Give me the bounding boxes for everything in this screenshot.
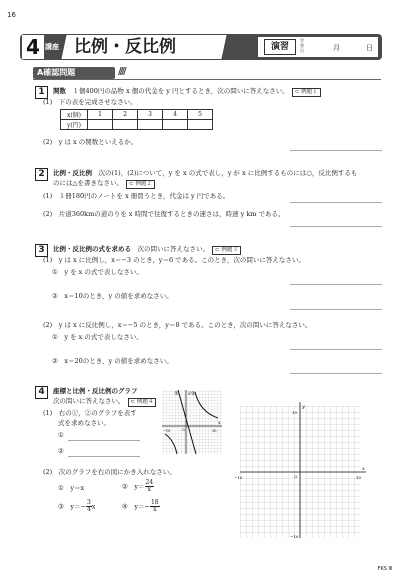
question-3-stem: [53, 245, 241, 255]
question-3-text: 次の問いに答えなさい。: [137, 245, 209, 253]
date-box: [258, 37, 378, 57]
q1-sub2-text: y は x の関数といえるか。: [58, 138, 138, 146]
lesson-title: 比例・反比例: [74, 37, 176, 57]
table-y-cell[interactable]: [88, 120, 113, 130]
lesson-header: [20, 34, 382, 62]
q2-sub2: [43, 210, 285, 219]
q1-sub2-answer-line[interactable]: [290, 150, 382, 151]
large-graph-tick-x-neg: −10: [234, 475, 243, 480]
small-graph-x-label: x: [218, 421, 221, 426]
q3-sub2-a-answer-line[interactable]: [290, 349, 382, 350]
question-1-text: １個400円の品物 x 個の代金を y 円とするとき，次の問いに答えなさい。: [72, 87, 289, 95]
opt2-denominator: x: [147, 486, 152, 493]
question-3-heading: 比例・反比例の式を求める: [53, 245, 131, 253]
q4-option-1: ① y＝x: [58, 484, 85, 492]
question-2-heading: 比例・反比例: [53, 169, 92, 177]
large-graph-tick-y-neg: −10: [290, 534, 299, 539]
q1-value-table: [60, 109, 213, 130]
table-x-1: 1: [88, 110, 113, 120]
question-4-example: ⊂ 例題４: [128, 398, 157, 407]
month-label: 月: [333, 44, 340, 52]
large-graph-origin: O: [294, 474, 298, 479]
small-graph-grid: [162, 390, 222, 454]
q3-sub1-a-answer-line[interactable]: [290, 284, 382, 285]
q4-option-2: [122, 480, 154, 493]
question-2-stem-2: [53, 179, 155, 189]
question-2-stem: [53, 169, 357, 178]
page-number: 16: [7, 11, 16, 19]
lesson-number: 4: [22, 35, 44, 59]
q4-option-4: [122, 500, 160, 513]
question-4-text: 次の問いに答えなさい。: [53, 397, 125, 405]
question-3-number: 3: [35, 244, 48, 257]
large-graph-tick-y-pos: 10: [292, 410, 298, 415]
opt3-numerator: 3: [86, 499, 91, 506]
q2-sub1-text: １冊180円のノートを x 冊買うとき，代金は y 円である。: [58, 192, 230, 200]
q4-sub1-num: (1): [43, 409, 53, 417]
small-graph-tick-pos: 10: [212, 429, 217, 433]
q3-sub2-text: y は x に反比例し，x＝−5 のとき，y＝8 である。このとき，次の問いに答えなさい。: [58, 321, 312, 329]
question-1-stem: [53, 87, 321, 97]
q3-sub2-num: (2): [43, 321, 53, 329]
opt2-numerator: 24: [145, 479, 154, 486]
opt4-fraction: [150, 500, 160, 513]
section-a-slashes: ////: [118, 66, 125, 77]
lesson-title-box: [61, 35, 226, 59]
q4-ans2-label: ②: [58, 447, 64, 455]
section-a-rule: [33, 79, 381, 80]
question-4-heading-text: 座標と比例・反比例のグラフ: [53, 387, 138, 395]
question-4-stem: [53, 397, 156, 407]
q1-sub2-num: (2): [43, 138, 53, 146]
table-y-label: y(円): [61, 120, 88, 130]
small-graph-label-2: ②: [191, 391, 196, 397]
q3-sub1-num: (1): [43, 256, 53, 264]
opt4-numerator: 18: [150, 499, 159, 506]
q4-ans1-line[interactable]: [68, 440, 140, 441]
question-4-number: 4: [35, 386, 48, 399]
q4-sub2-num: (2): [43, 468, 53, 476]
day-label: 日: [366, 44, 373, 52]
q3-sub1-b-answer-line[interactable]: [290, 309, 382, 310]
question-2-text-2: のには△を書きなさい。: [53, 179, 123, 187]
q3-sub1-a: ① y を x の式で表しなさい。: [52, 268, 143, 276]
table-x-3: 3: [138, 110, 163, 120]
question-2-example: ⊂ 例題２: [126, 180, 155, 189]
opt2-prefix: ② y＝: [122, 482, 145, 491]
q1-sub1: [43, 98, 137, 107]
footer-label: FKS Ⅲ: [377, 566, 392, 572]
question-1-number: 1: [35, 86, 48, 99]
large-graph-y-label: y: [302, 404, 305, 410]
question-1-example: ⊂ 例題１: [292, 88, 321, 97]
q2-sub1: [43, 192, 229, 201]
large-coordinate-graph: [228, 400, 378, 550]
q1-sub2: [43, 138, 137, 147]
small-graph-tick-neg: −10: [163, 429, 171, 433]
q4-sub2: [43, 468, 176, 477]
table-y-cell[interactable]: [113, 120, 138, 130]
q3-sub2-b-answer-line[interactable]: [290, 373, 382, 374]
table-x-2: 2: [113, 110, 138, 120]
large-graph-tick-x-pos: 10: [356, 475, 362, 480]
q2-sub2-num: (2): [43, 210, 53, 218]
q4-sub1-text1: 右の①，②のグラフを表す: [58, 409, 137, 417]
small-coordinate-graph: [160, 388, 224, 458]
opt2-fraction: [145, 480, 155, 493]
question-2-number: 2: [35, 168, 48, 181]
opt3-prefix: ③ y＝−: [58, 502, 86, 511]
practice-label: 演習: [264, 39, 296, 55]
small-graph-label-1: ①: [174, 391, 179, 397]
small-graph-y-label: y: [188, 391, 191, 396]
q2-sub2-text: 片道360kmの道のりを x 時間で往復するときの速さは，時速 y km である。: [58, 210, 285, 218]
q1-sub1-num: (1): [43, 98, 53, 106]
large-graph-x-label: x: [362, 466, 365, 472]
q4-sub1: [43, 409, 137, 418]
q2-sub1-num: (1): [43, 192, 53, 200]
table-x-label: x(個): [61, 110, 88, 120]
q4-ans2-line[interactable]: [68, 456, 140, 457]
opt3-suffix: x: [91, 502, 96, 511]
opt4-prefix: ④ y＝−: [122, 502, 150, 511]
q3-sub2: [43, 321, 311, 330]
table-row-y: [61, 120, 213, 130]
q3-sub2-b: ② x＝20のとき，y の値を求めなさい。: [52, 357, 173, 365]
table-x-4: 4: [163, 110, 188, 120]
small-graph-origin: O: [182, 428, 185, 432]
q4-option-3: [58, 500, 95, 513]
q4-sub2-text: 次のグラフを右の図にかき入れなさい。: [58, 468, 176, 476]
q3-sub1-text: y は x に比例し，x＝−3 のとき，y＝6 である。このとき，次の問いに答えなさい。: [58, 256, 305, 264]
q2-sub2-answer-line[interactable]: [290, 226, 382, 227]
lesson-label: 講座: [45, 43, 59, 51]
q1-sub1-text: 下の表を完成させなさい。: [58, 98, 137, 106]
table-y-cell[interactable]: [188, 120, 213, 130]
question-1-heading: 関数: [53, 87, 66, 95]
question-2-text: 次の(1)，(2)について，y を x の式で表し，y が x に比例するものには○，反比例するも: [98, 169, 358, 177]
question-4-heading: [53, 387, 138, 396]
table-y-cell[interactable]: [138, 120, 163, 130]
q3-sub1-b: ② x＝10のとき，y の値を求めなさい。: [52, 292, 173, 300]
table-x-5: 5: [188, 110, 213, 120]
table-row-x: [61, 110, 213, 120]
table-y-cell[interactable]: [163, 120, 188, 130]
q3-sub1: [43, 256, 305, 265]
question-3-example: ⊂ 例題３: [212, 246, 241, 255]
q2-sub1-answer-line[interactable]: [290, 202, 382, 203]
q4-sub1-text2: 式を求めなさい。: [58, 419, 110, 427]
section-a-label: A確認問題: [33, 67, 115, 79]
opt4-denominator: x: [153, 506, 157, 513]
q4-ans1-label: ①: [58, 431, 64, 439]
study-date-label: 学習日: [300, 38, 304, 53]
opt3-denominator: 4: [86, 506, 91, 513]
q3-sub2-a: ① y を x の式で表しなさい。: [52, 333, 143, 341]
